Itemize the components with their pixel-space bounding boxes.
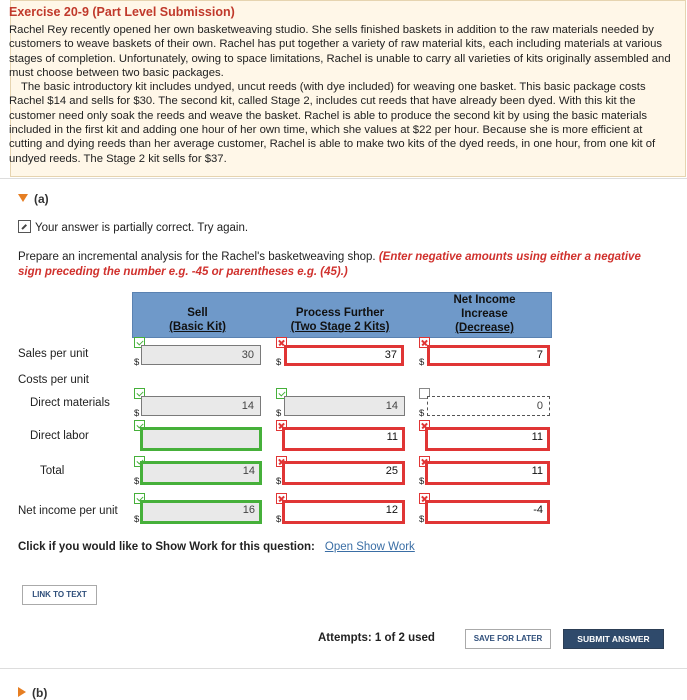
chevron-down-icon: [18, 194, 28, 202]
submit-answer-button[interactable]: SUBMIT ANSWER: [563, 629, 664, 649]
answer-status: [18, 220, 248, 234]
col-header-sell-line2: (Basic Kit): [169, 321, 226, 333]
dollar-sign: $: [419, 476, 425, 487]
divider: [0, 668, 687, 669]
net-net-input[interactable]: -4: [425, 500, 550, 524]
total-net-input[interactable]: 11: [425, 461, 550, 485]
col-header-net-line3: (Decrease): [455, 322, 514, 334]
sales-process-input[interactable]: 37: [284, 345, 404, 366]
problem-text: [9, 23, 673, 166]
instructions: [18, 250, 658, 279]
open-show-work-link[interactable]: Open Show Work: [324, 541, 415, 553]
dollar-sign: $: [276, 357, 282, 368]
row-label-costs: Costs per unit: [18, 374, 89, 386]
dollar-sign: $: [134, 357, 140, 368]
labor-net-input[interactable]: 11: [425, 427, 550, 451]
row-label-labor: Direct labor: [30, 430, 89, 442]
sales-net-input[interactable]: 7: [427, 345, 550, 366]
labor-process-input[interactable]: 11: [282, 427, 405, 451]
part-a-label: (a): [34, 192, 49, 206]
problem-paragraph-2: The basic introductory kit includes undyed, uncut reeds (with dye included) for weaving one basket. This basic package costs Rachel $14 and sells for $30. The second kit, called Stage 2, includes cut reeds that have already been dyed. With this kit the customer need only soak the reeds and weave the basket. Rachel is able to produce the second kit by using the basic materials included in the first kit and adding one hour of her own time, which she values at $22 per hour. Because she is more efficient at cutting and dying reeds than her average customer, Rachel is able to make two kits of the dyed reeds, in one hour, from one kit of undyed reeds. The Stage 2 kit sells for $37.: [9, 81, 656, 165]
col-header-net-line2: Increase: [461, 308, 508, 320]
col-header-process-line2: (Two Stage 2 Kits): [290, 321, 390, 333]
answer-status-text: Your answer is partially correct. Try again.: [35, 222, 249, 234]
labor-sell-input[interactable]: [140, 427, 262, 451]
dollar-sign: $: [134, 408, 140, 419]
save-for-later-button[interactable]: SAVE FOR LATER: [465, 629, 551, 649]
dollar-sign: $: [276, 408, 282, 419]
total-process-input[interactable]: 25: [282, 461, 405, 485]
col-header-process: [275, 306, 405, 334]
show-work-prompt: Click if you would like to Show Work for this question:: [18, 541, 315, 553]
col-header-net-line1: Net Income: [453, 294, 516, 306]
dollar-sign: $: [134, 514, 140, 525]
dollar-sign: $: [419, 408, 425, 419]
instruction-text: Prepare an incremental analysis for the Rachel's basketweaving shop.: [18, 251, 376, 263]
exercise-title: Exercise 20-9 (Part Level Submission): [9, 5, 235, 19]
materials-sell-input[interactable]: 14: [141, 396, 261, 416]
total-sell-input[interactable]: 14: [140, 461, 262, 485]
net-process-input[interactable]: 12: [282, 500, 405, 524]
partial-check-icon: [18, 220, 31, 233]
problem-paragraph-1: Rachel Rey recently opened her own basketweaving studio. She sells finished baskets in addition to the raw materials needed by customers to weave baskets of their own. Rachel has put together a variety of raw material kits, each including materials at various stages of completion. Unfortunately, owing to space limitations, Rachel is unable to carry all varieties of kits originally assembled and must choose between two basic packages.: [9, 24, 671, 79]
row-label-total: Total: [40, 465, 65, 477]
net-sell-input[interactable]: 16: [140, 500, 262, 524]
instruction-note: (Enter negative amounts using either a negative sign preceding the number e.g. -45 or parentheses e.g. (45).): [18, 251, 641, 278]
dollar-sign: $: [276, 514, 282, 525]
dollar-sign: $: [419, 357, 425, 368]
materials-process-input[interactable]: 14: [284, 396, 405, 416]
dollar-sign: $: [276, 476, 282, 487]
part-a-toggle[interactable]: [18, 192, 49, 206]
row-label-sales: Sales per unit: [18, 348, 89, 360]
dollar-sign: $: [134, 476, 140, 487]
col-header-net: [422, 293, 547, 335]
part-b-toggle[interactable]: [18, 686, 47, 700]
col-header-process-line1: Process Further: [295, 307, 385, 319]
col-header-sell: [140, 306, 255, 334]
dollar-sign: $: [419, 514, 425, 525]
part-b-label: (b): [32, 686, 48, 700]
row-label-net-income: Net income per unit: [18, 505, 118, 517]
attempts-counter: Attempts: 1 of 2 used: [318, 632, 435, 644]
show-work: [18, 541, 415, 553]
divider: [0, 178, 687, 179]
chevron-right-icon: [18, 687, 26, 697]
sales-sell-input[interactable]: 30: [141, 345, 261, 365]
materials-net-input[interactable]: 0: [427, 396, 550, 416]
col-header-sell-line1: Sell: [187, 307, 208, 319]
link-to-text-button[interactable]: LINK TO TEXT: [22, 585, 97, 605]
row-label-materials: Direct materials: [30, 397, 110, 409]
